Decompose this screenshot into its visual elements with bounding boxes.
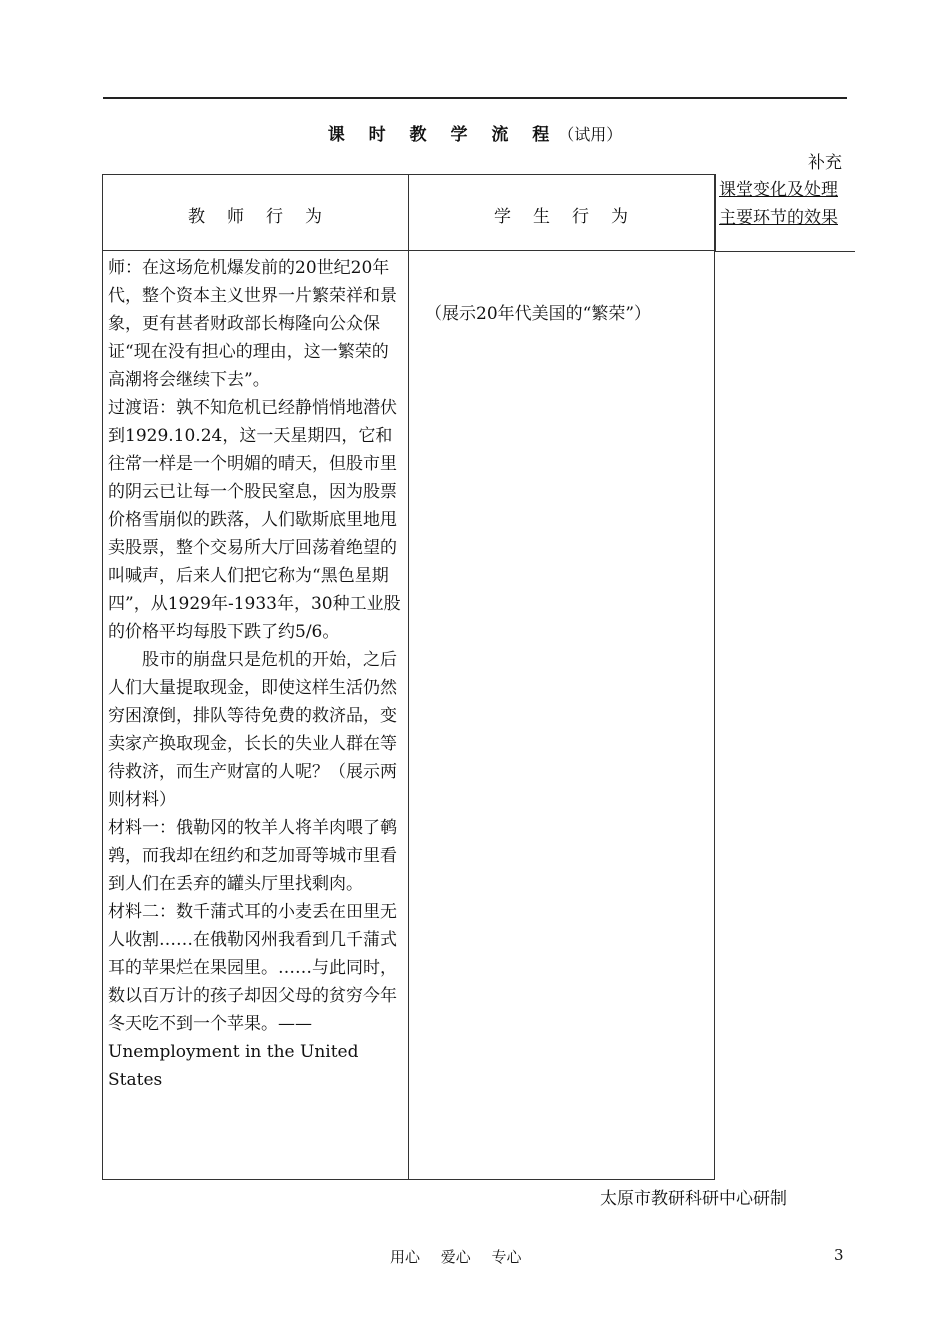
right-column-line2: 主要环节的效果 <box>719 208 838 228</box>
teacher-actions-cell <box>108 254 404 1178</box>
student-actions-cell: （展示20年代美国的“繁荣”） <box>425 304 652 324</box>
footer-organization: 太原市教研科研中心研制 <box>600 1189 787 1209</box>
top-rule <box>103 97 847 99</box>
teacher-paragraph-material-1: 材料一：俄勒冈的牧羊人将羊肉喂了鹌鹑，而我却在纽约和芝加哥等城市里看到人们在丢弃的罐头厅里找剩肉。 <box>108 818 397 894</box>
right-column-line1: 课堂变化及处理 <box>719 180 838 200</box>
header-student-actions: 学生行为 <box>494 207 650 227</box>
supplement-label: 补充 <box>808 153 842 173</box>
footer-motto: 用心 爱心 专心 <box>390 1248 522 1266</box>
teacher-paragraph-material-2: 材料二：数千蒲式耳的小麦丢在田里无人收割……在俄勒冈州我看到几千蒲式耳的苹果烂在果园里。……与此同时，数以百万计的孩子却因父母的贫穷今年冬天吃不到一个苹果。——Unemployment in the United States <box>108 902 397 1090</box>
teacher-paragraph-crash: 股市的崩盘只是危机的开始，之后人们大量提取现金，即使这样生活仍然穷困潦倒，排队等待免费的救济品，变卖家产换取现金，长长的失业人群在等待救济，而生产财富的人呢？（展示两则材料） <box>108 650 397 810</box>
teacher-paragraph-transition: 过渡语：孰不知危机已经静悄悄地潜伏到1929.10.24，这一天星期四，它和往常一样是一个明媚的晴天，但股市里的阴云已让每一个股民窒息，因为股票价格雪崩似的跌落，人们歇斯底里地甩卖股票，整个交易所大厅回荡着绝望的叫喊声，后来人们把它称为“黑色星期四”，从1929年-1933年，30种工业股的价格平均每股下跌了约5/6。 <box>108 398 401 642</box>
right-header-divider <box>715 251 855 252</box>
title-sub: （试用） <box>558 125 623 144</box>
right-column-border <box>715 174 716 252</box>
page-number: 3 <box>834 1246 844 1264</box>
page-title <box>0 120 950 145</box>
teacher-paragraph-intro: 师：在这场危机爆发前的20世纪20年代，整个资本主义世界一片繁荣祥和景象，更有甚者财政部长梅隆向公众保证“现在没有担心的理由，这一繁荣的高潮将会继续下去”。 <box>108 258 397 390</box>
header-teacher-actions: 教师行为 <box>188 207 344 227</box>
title-main: 课 时 教 学 流 程 <box>327 125 559 145</box>
right-column-header <box>719 176 838 232</box>
header-divider <box>102 250 715 251</box>
column-divider <box>408 174 409 1180</box>
